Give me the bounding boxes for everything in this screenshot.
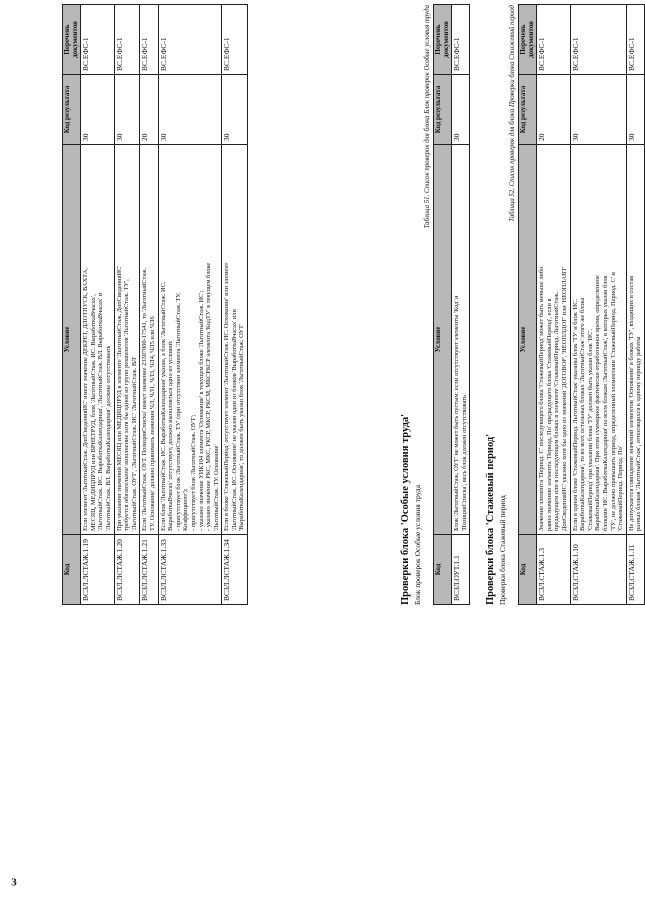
checks-table-1 (62, 4, 248, 605)
condition-line: 'СтажевыйПериод' при указании блока 'ТУ' должен быть указан блок 'ИС'. (586, 328, 594, 531)
table2-body (452, 5, 470, 605)
col-header-docs: Перечень документов (519, 5, 537, 75)
row-code: ВСЗЛ.ЛСТАЖ.1.33 (158, 535, 222, 605)
condition-line: Коэффициент'); (182, 488, 190, 531)
row-result-code: 30 (81, 75, 114, 145)
table-row (81, 5, 114, 605)
condition-line: - указано значение РКС, МКС, РКСР, МКСР, РКСМ, МКСРКСР элемента 'КодТУ' в текущем блоке (205, 262, 213, 531)
row-documents: ВС.ЕФС-1 (158, 5, 222, 75)
condition-line: 'ЛьготныйСтаж. ИС. ВыработкаКалендарная', 'ЛьготныйСтаж. ВЛ. ВыработкаВчасах' и (97, 292, 105, 531)
condition-line: требуется обязательное заполнение хотя бы одной из групп реквизитов 'ЛьготныйСтаж. ТУ', (123, 279, 131, 531)
condition-line: Значение элемента 'Период. С' последующего блока 'СтажевыйПериод' может быть меньше либо (538, 266, 546, 531)
table-caption: Таблица 51. Список проверок для блока Блок проверок Особые условия труда (424, 5, 431, 229)
condition-line: разных блоков 'ЛьготныйСтаж', относящихся к одному периоду работы (635, 336, 643, 531)
condition-line: Если блок 'ЛьготныйСтаж. ИС. ВыработкаКалендарная' указан, а блок 'ЛьготныйСтаж. ИС. (159, 281, 167, 531)
condition-line: 'ЛьготныйСтаж. ВЛ. ВыработкаКалендарная' должны отсутствовать (104, 345, 112, 531)
section-heading: Проверки блока 'Стажевый период' (485, 433, 496, 605)
condition-line: Если в блоке 'СтажевыйПериод' отсутствует элемент 'ЛьготныйСтаж. ИС. Основание' или элемент (223, 262, 231, 531)
table-row (222, 5, 248, 605)
condition-line: Блок 'ЛьготныйСтаж. ОУТ' не может быть пустым: если отсутствуют элементы 'Код' и (453, 295, 461, 531)
condition-line: - присутствует блок 'ЛьготныйСтаж. ТУ' (при отсутствии элемента 'ЛьготныйСтаж. ТУ. (174, 292, 182, 531)
table-header-row (434, 5, 452, 605)
condition-line: Не допускается совпадение значений элементов 'Основание' в блоках 'ТУ', входящих в состав (627, 275, 635, 531)
section-work-period (485, 5, 645, 605)
table-row (158, 5, 222, 605)
row-result-code: 30 (114, 75, 140, 145)
row-condition (158, 145, 222, 535)
row-result-code: 30 (158, 75, 222, 145)
row-code: ВСЗЛ.ЛСТАЖ.1.20 (114, 535, 140, 605)
row-result-code: 30 (452, 75, 470, 145)
col-header-docs: Перечень документов (434, 5, 452, 75)
row-documents: ВС.ЕФС-1 (537, 5, 570, 75)
condition-line: 'ТУ', не должно превышать период, определенный элементами 'СтажевыйПериод. Период. С' и (609, 272, 617, 531)
condition-line: предыдущем или в последующем блоках в элементе 'СтажевыйПериод. ЛьготныйСтаж. (553, 291, 561, 531)
row-documents: ВС.ЕФС-1 (222, 5, 248, 75)
section-heading: Проверки блока 'Особые условия труда' (400, 413, 411, 605)
row-documents: ВС.ЕФС-1 (81, 5, 114, 75)
condition-line: блоками 'ИС. ВыработкаКалендарная' по всем блокам 'ЛьготныйСтаж', в которых указан блок (601, 275, 609, 531)
col-header-result: Код результата (519, 75, 537, 145)
table1-body (81, 5, 248, 605)
table-row (570, 5, 626, 605)
row-documents: ВС.ЕФС-1 (114, 5, 140, 75)
condition-line: 'ЛьготныйСтаж. ТУ. Основание' (212, 444, 220, 531)
row-code: ВСЗЛ.СТАЖ.1.3 (537, 535, 570, 605)
row-documents: ВС.ЕФС-1 (452, 5, 470, 75)
row-code: ВСЗЛ.ОУТ.1.1 (452, 535, 470, 605)
table-row (114, 5, 140, 605)
condition-line: равно значению элемента 'Период. По' предыдущего блока 'СтажевыйПериод', если в (545, 298, 553, 531)
condition-line: 'ЛьготныйСтаж. ИС. Основание' не указан одни из блоков 'ВыработкаВчасах' или (230, 309, 238, 531)
section-subheading: Проверки блока Стажевый период (498, 495, 507, 605)
row-result-code: 20 (537, 75, 570, 145)
condition-line: 'ВыработкаКалендарная', то должен быть указан блок 'ЛьготныйСтаж. ОУТ' (238, 324, 246, 531)
row-condition (570, 145, 626, 535)
condition-line: 'СтажевыйПериод. Период. По' (617, 446, 625, 531)
row-result-code: 30 (570, 75, 626, 145)
condition-line: МЕСЯЦ, МЕДИЦПРУД или ВРНЕТРУД, блок 'ЛьготныйСтаж. ИС. ВыработкаВчасах', (89, 294, 97, 531)
row-code: ВСЗЛ.ЛСТАЖ.1.21 (140, 535, 158, 605)
row-condition (537, 145, 570, 535)
condition-line: ТУ. Основание' должно принимать значения ЧЛ, ЧЛ1, ЧЛ3, ЧЛ4, ЧЛ5 или ЧЛ6 (148, 316, 156, 531)
table1-section (62, 5, 248, 605)
table-caption: Таблица 52. Список проверок для блока Проверки блока Стажевый период (509, 5, 516, 222)
col-header-condition: Условие (63, 145, 81, 535)
row-code: ВСЗЛ.СТАЖ.1.11 (626, 535, 644, 605)
row-condition (81, 145, 114, 535)
condition-line: ВыработкаКалендарная', то во всех остальных блоках 'ЛьготныйСтаж' этого же блока (579, 297, 587, 531)
condition-line: ВыработкаКалендарная'. При этом суммарное фактически отработанное время, определенное (594, 275, 602, 531)
row-result-code: 30 (222, 75, 248, 145)
table3-body (537, 5, 645, 605)
table-row (626, 5, 644, 605)
row-documents: ВС.ЕФС-1 (626, 5, 644, 75)
checks-table-3 (518, 4, 645, 605)
condition-line: - указано значение УИК104 элемента 'Основание' в текущем блоке 'ЛьготныйСтаж. ИС'; (197, 290, 205, 531)
table-row (452, 5, 470, 605)
col-header-code: Код (434, 535, 452, 605)
table-row (537, 5, 570, 605)
col-header-result: Код результата (63, 75, 81, 145)
row-condition (114, 145, 140, 535)
condition-line: Если элемент 'ЛьготныйСтаж. ДопСведенияИС' имеет значение ДЕКРЕТ, ДЛОТПУСК, ВАХТА, (82, 268, 90, 531)
col-header-condition: Условие (519, 145, 537, 535)
col-header-code: Код (519, 535, 537, 605)
page-number: 3 (11, 876, 17, 889)
row-condition (626, 145, 644, 535)
condition-line: Если в одном блоке 'СтажевыйПериод. ЛьготныйСтаж' указаны блок 'ТУ' и блок 'ИС. (571, 298, 579, 531)
row-condition (222, 145, 248, 535)
col-header-code: Код (63, 535, 81, 605)
col-header-docs: Перечень документов (63, 5, 81, 75)
row-documents: ВС.ЕФС-1 (570, 5, 626, 75)
row-code: ВСЗЛ.СТАЖ.1.10 (570, 535, 626, 605)
condition-line: - присутствует блок 'ЛьготныйСтаж. ОУТ'; (189, 414, 197, 531)
checks-table-2 (433, 4, 470, 605)
condition-line: ВыработкаВчасах' отсутствует, должно выполняться одно из условий: (167, 340, 175, 531)
col-header-result: Код результата (434, 75, 452, 145)
row-condition (452, 145, 470, 535)
condition-line: 'ПозицияСписка', весь блок должен отсутствовать (460, 395, 468, 531)
section-subheading: Блок проверок Особые условия труда (413, 484, 422, 605)
row-result-code: 30 (626, 75, 644, 145)
row-condition (140, 145, 158, 535)
row-code: ВСЗЛ.ЛСТАЖ.1.34 (222, 535, 248, 605)
table-header-row (63, 5, 81, 605)
condition-line: ДопСведенияИС' указано хотя бы одно из значений 'ДОГОВОР', 'НЕОПЛДОГ' или 'НЕОПЛАВТ' (560, 266, 568, 531)
row-code: ВСЗЛ.ЛСТАЖ.1.19 (81, 535, 114, 605)
section-special-conditions (400, 5, 470, 605)
condition-line: При указании значений МЕСЯЦ или МЕДИЦПРУД в элементе 'ЛьготныйСтаж. ДопСведенияИС' (115, 265, 123, 531)
row-documents: ВС.ЕФС-1 (140, 5, 158, 75)
row-result-code: 20 (140, 75, 158, 145)
table-row (140, 5, 158, 605)
table-header-row (519, 5, 537, 605)
condition-line: 'ЛьготныйСтаж. ОУТ', 'ЛьготныйСтаж. ИС' 'ЛьготныйСтаж. ВЛ' (130, 356, 138, 531)
col-header-condition: Условие (434, 145, 452, 535)
condition-line: Если 'ЛьготныйСтаж. ОУТ. ПозицияСписка' имеет значение 23307000-17541, то 'ЛьготныйСтаж. (141, 267, 149, 531)
